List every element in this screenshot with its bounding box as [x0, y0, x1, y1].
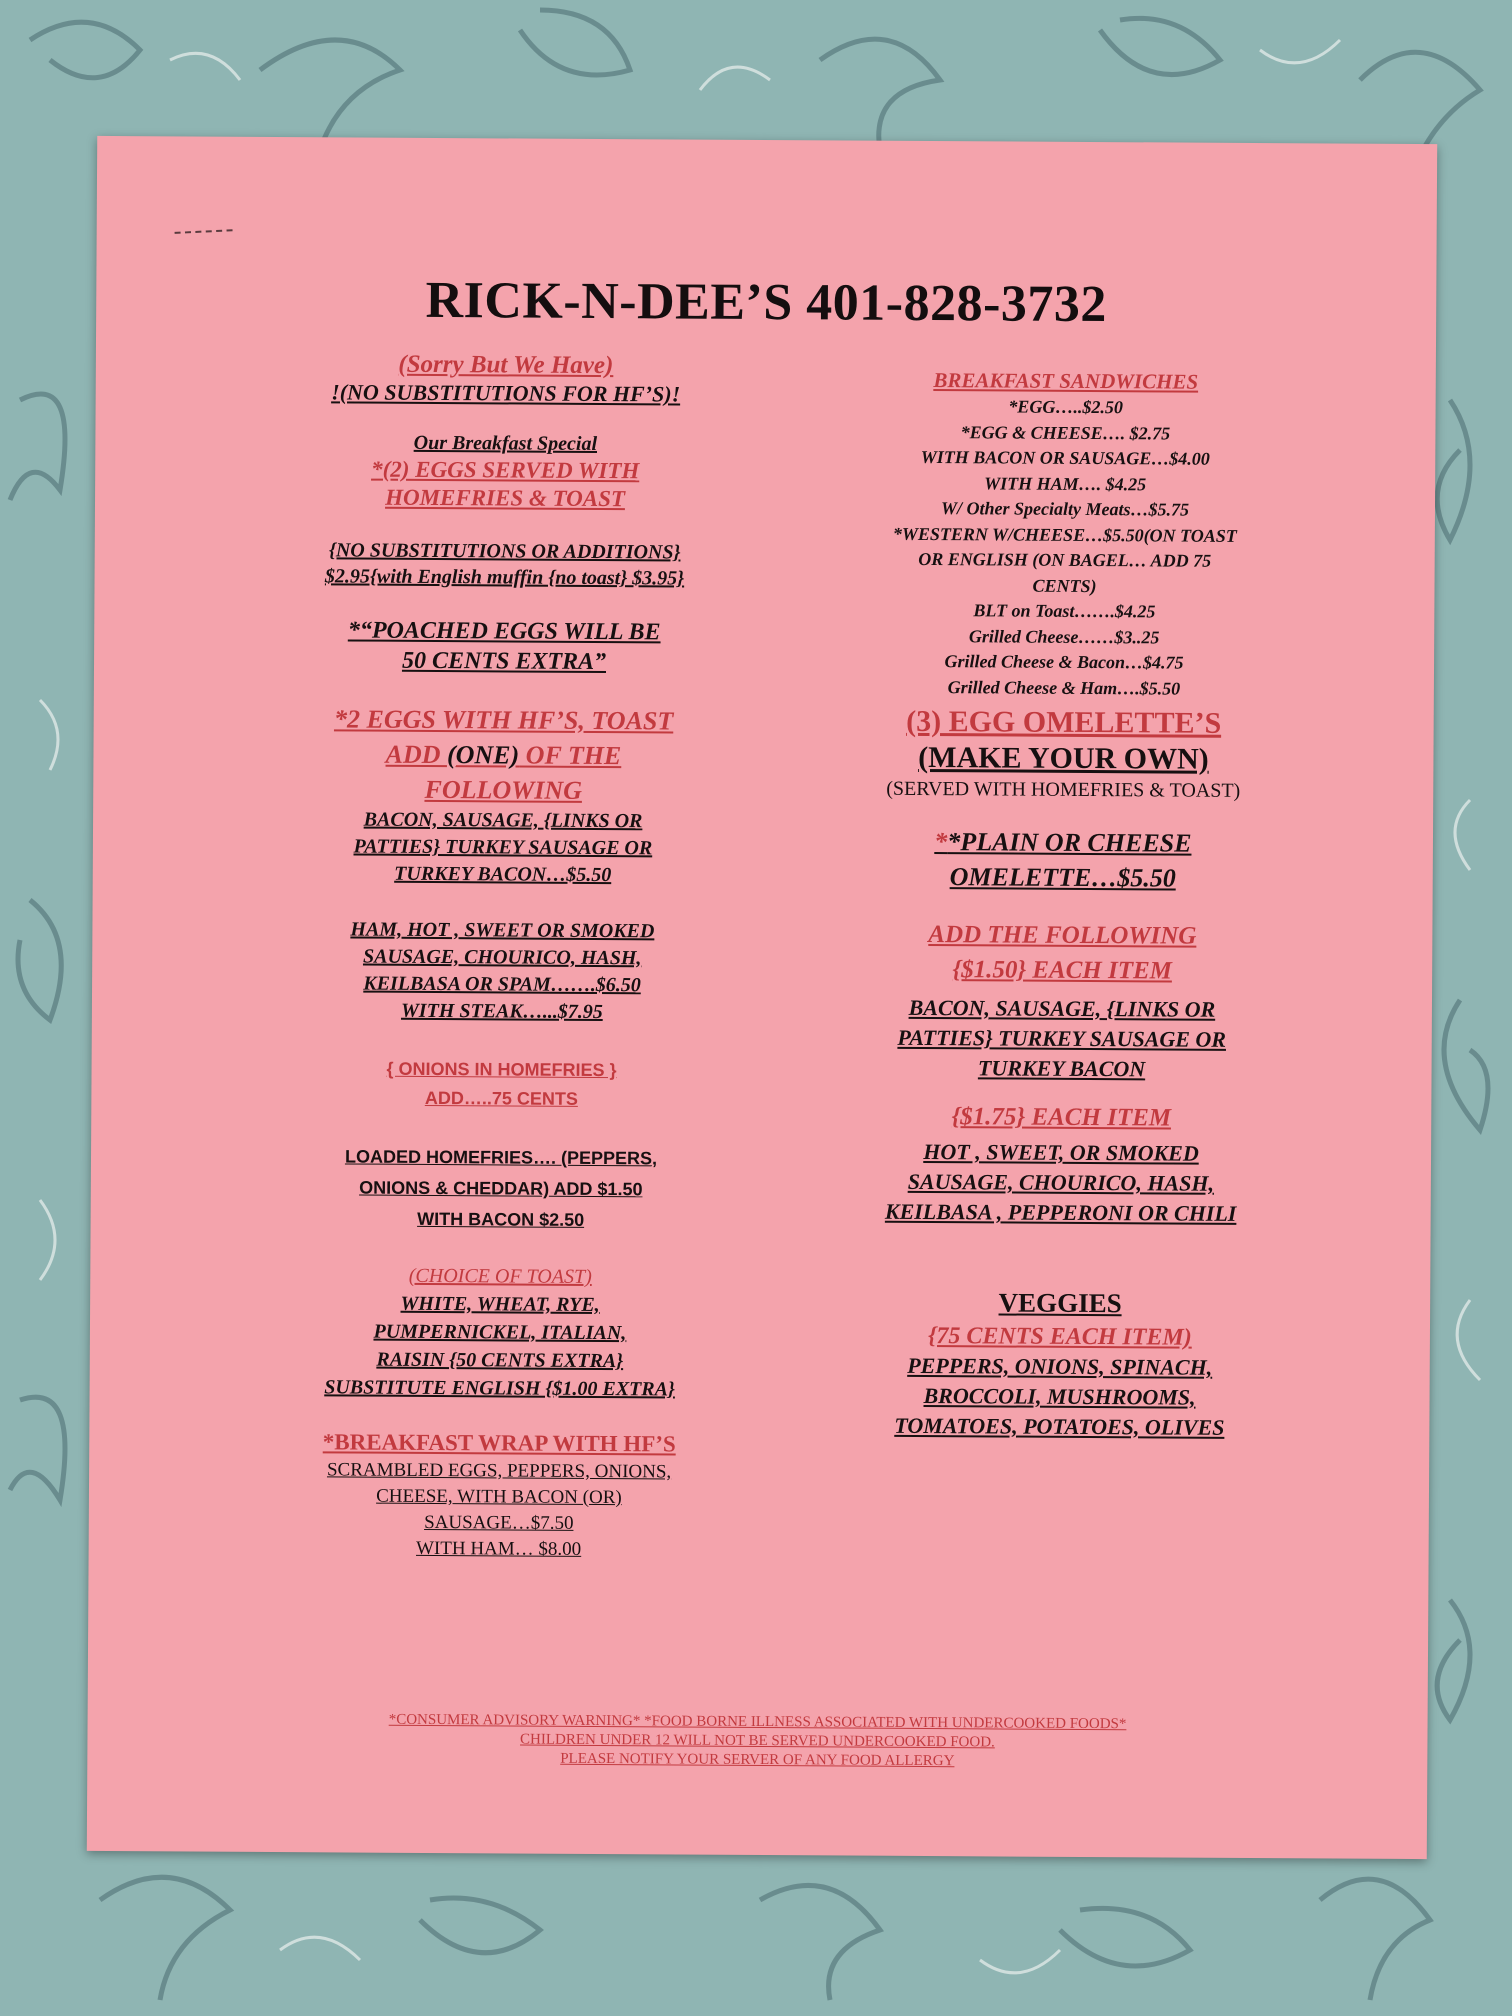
two-eggs-meats: BACON, SAUSAGE, {LINKS OR PATTIES} TURKEY SAUSAGE OR TURKEY BACON…$5.50: [353, 808, 653, 887]
consumer-advisory-footer: *CONSUMER ADVISORY WARNING* *FOOD BORNE ILLNESS ASSOCIATED WITH UNDERCOOKED FOODS* CHILDREN UNDER 12 WILL NOT BE SERVED UNDERCOOKED FOOD. PLEASE NOTIFY YOUR SERVER OF ANY FOOD ALLERGY: [388, 1711, 1127, 1770]
veggies-price: {75 CENTS EACH ITEM): [927, 1323, 1192, 1351]
sandwich-list: [784, 393, 1346, 702]
special-heading: Our Breakfast Special: [413, 431, 598, 455]
each-item-175: {$1.75} EACH ITEM: [951, 1103, 1172, 1132]
right-column: [779, 365, 1346, 1443]
sandwich-item: Grilled Cheese……$3..25: [968, 625, 1160, 647]
sandwich-item: Grilled Cheese & Ham….$5.50: [947, 676, 1181, 699]
sandwich-item: *WESTERN W/CHEESE…$5.50(ON TOAST: [892, 523, 1237, 546]
menu-sheet: [87, 136, 1437, 1859]
toast-heading: (CHOICE OF TOAST): [408, 1264, 592, 1288]
restaurant-title: RICK-N-DEE’S 401-828-3732: [425, 271, 1108, 334]
sandwich-item: OR ENGLISH (ON BAGEL… ADD 75: [918, 548, 1212, 571]
ham-sausage-items: HAM, HOT , SWEET OR SMOKED SAUSAGE, CHOURICO, HASH, KEILBASA OR SPAM…….$6.50 WITH STEAK…...$7.95: [350, 918, 655, 1024]
staple-mark: [175, 229, 233, 238]
make-your-own: (MAKE YOUR OWN): [918, 740, 1209, 776]
sandwich-item: WITH BACON OR SAUSAGE…$4.00: [920, 446, 1210, 469]
veggies-list: PEPPERS, ONIONS, SPINACH, BROCCOLI, MUSHROOMS, TOMATOES, POTATOES, OLIVES: [894, 1352, 1225, 1440]
two-eggs-heading: *2 EGGS WITH HF’S, TOAST ADD (ONE) OF THE FOLLOWING: [333, 704, 674, 805]
breakfast-wrap-heading: *BREAKFAST WRAP WITH HF’S: [322, 1429, 676, 1457]
loaded-homefries: LOADED HOMEFRIES…. (PEPPERS, ONIONS & CHEDDAR) ADD $1.50 WITH BACON $2.50: [344, 1146, 658, 1230]
sandwiches-heading: BREAKFAST SANDWICHES: [933, 368, 1199, 394]
left-column: [239, 350, 766, 1564]
served-with-note: (SERVED WITH HOMEFRIES & TOAST): [886, 777, 1241, 802]
add-following-heading: ADD THE FOLLOWING {$1.50} EACH ITEM: [928, 921, 1197, 985]
no-substitutions-additions: {NO SUBSTITUTIONS OR ADDITIONS} $2.95{with English muffin {no toast} $3.95}: [324, 539, 685, 590]
sandwich-item: Grilled Cheese & Bacon…$4.75: [944, 651, 1184, 673]
sandwich-item: *EGG & CHEESE…. $2.75: [960, 421, 1171, 443]
sorry-note: (Sorry But We Have): [398, 350, 614, 380]
sandwich-item: BLT on Toast…….$4.25: [973, 600, 1156, 622]
sandwich-item: *EGG…..$2.50: [1008, 396, 1123, 418]
sandwich-item: W/ Other Specialty Meats…$5.75: [940, 498, 1190, 520]
hot-sausage-items: HOT , SWEET, OR SMOKED SAUSAGE, CHOURICO, HASH, KEILBASA , PEPPERONI OR CHILI: [884, 1138, 1237, 1226]
sandwich-item: CENTS): [1032, 575, 1097, 596]
breakfast-special: *(2) EGGS SERVED WITH HOMEFRIES & TOAST: [371, 456, 640, 512]
veggies-heading: VEGGIES: [998, 1287, 1122, 1319]
no-substitutions-hf: !(NO SUBSTITUTIONS FOR HF’S)!: [331, 379, 681, 407]
sandwich-item: WITH HAM…. $4.25: [984, 472, 1147, 494]
onions-in-homefries: { ONIONS IN HOMEFRIES } ADD…..75 CENTS: [386, 1058, 617, 1109]
breakfast-wrap-items: SCRAMBLED EGGS, PEPPERS, ONIONS, CHEESE, WITH BACON (OR) SAUSAGE…$7.50 WITH HAM… $8.00: [326, 1459, 672, 1560]
omelette-heading: (3) EGG OMELETTE’S: [906, 704, 1222, 740]
plain-omelette: **PLAIN OR CHEESE OMELETTE…$5.50: [934, 827, 1192, 893]
add-meats: BACON, SAUSAGE, {LINKS OR PATTIES} TURKEY SAUSAGE OR TURKEY BACON: [897, 994, 1227, 1082]
toast-choices: WHITE, WHEAT, RYE, PUMPERNICKEL, ITALIAN, RAISIN {50 CENTS EXTRA} SUBSTITUTE ENGLISH {$1.00 EXTRA}: [324, 1292, 675, 1401]
poached-eggs-note: *“POACHED EGGS WILL BE 50 CENTS EXTRA”: [347, 617, 661, 676]
